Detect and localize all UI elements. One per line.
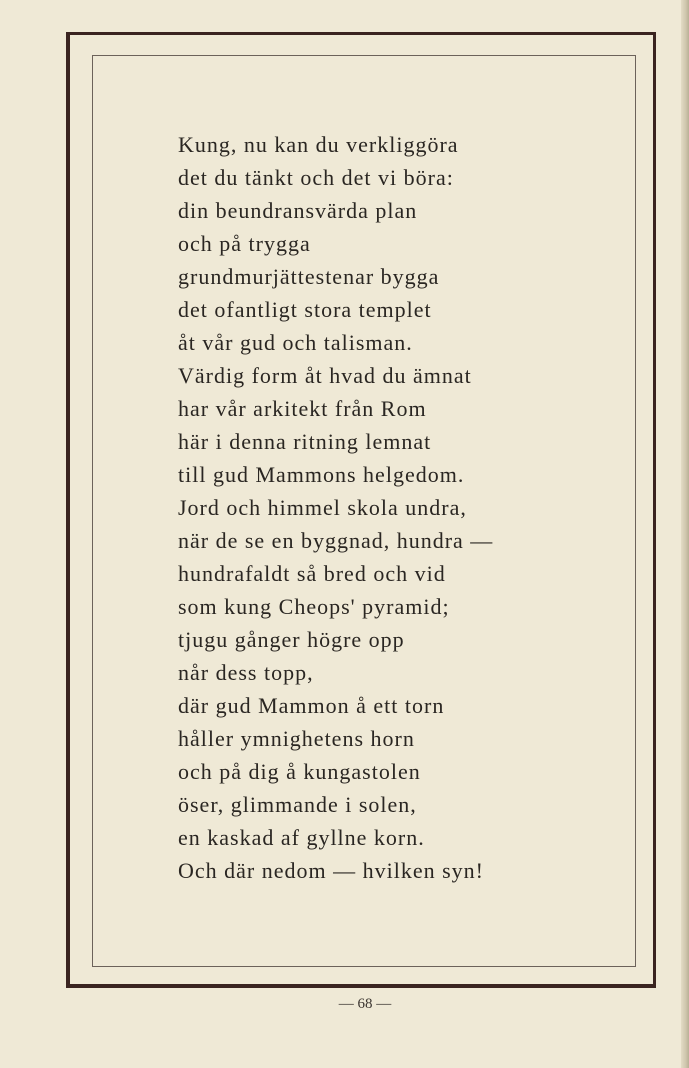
poem-line: Kung, nu kan du verkliggöra [178, 132, 459, 157]
poem-line: när de se en byggnad, hundra — [178, 528, 494, 553]
poem-line: det du tänkt och det vi böra: [178, 165, 454, 190]
poem-line: öser, glimmande i solen, [178, 792, 417, 817]
poem-line: och på trygga [178, 231, 311, 256]
poem-line: Värdig form åt hvad du ämnat [178, 363, 472, 388]
poem-line: grundmurjättestenar bygga [178, 264, 440, 289]
poem-line: en kaskad af gyllne korn. [178, 825, 425, 850]
poem-text [178, 128, 618, 887]
poem-line: har vår arkitekt från Rom [178, 396, 427, 421]
poem-line: tjugu gånger högre opp [178, 627, 405, 652]
poem-line: som kung Cheops' pyramid; [178, 594, 450, 619]
poem-line: åt vår gud och talisman. [178, 330, 413, 355]
poem-line: här i denna ritning lemnat [178, 429, 432, 454]
poem-line: din beundransvärda plan [178, 198, 418, 223]
poem-line: där gud Mammon å ett torn [178, 693, 445, 718]
poem-line: Jord och himmel skola undra, [178, 495, 467, 520]
poem-line: når dess topp, [178, 660, 314, 685]
poem-line: Och där nedom — hvilken syn! [178, 858, 484, 883]
poem-line: till gud Mammons helgedom. [178, 462, 465, 487]
poem-line: håller ymnighetens horn [178, 726, 415, 751]
page-number: — 68 — [338, 996, 392, 1012]
poem-line: hundrafaldt så bred och vid [178, 561, 446, 586]
poem-line: och på dig å kungastolen [178, 759, 421, 784]
poem-line: det ofantligt stora templet [178, 297, 432, 322]
page-edge [681, 0, 689, 1068]
